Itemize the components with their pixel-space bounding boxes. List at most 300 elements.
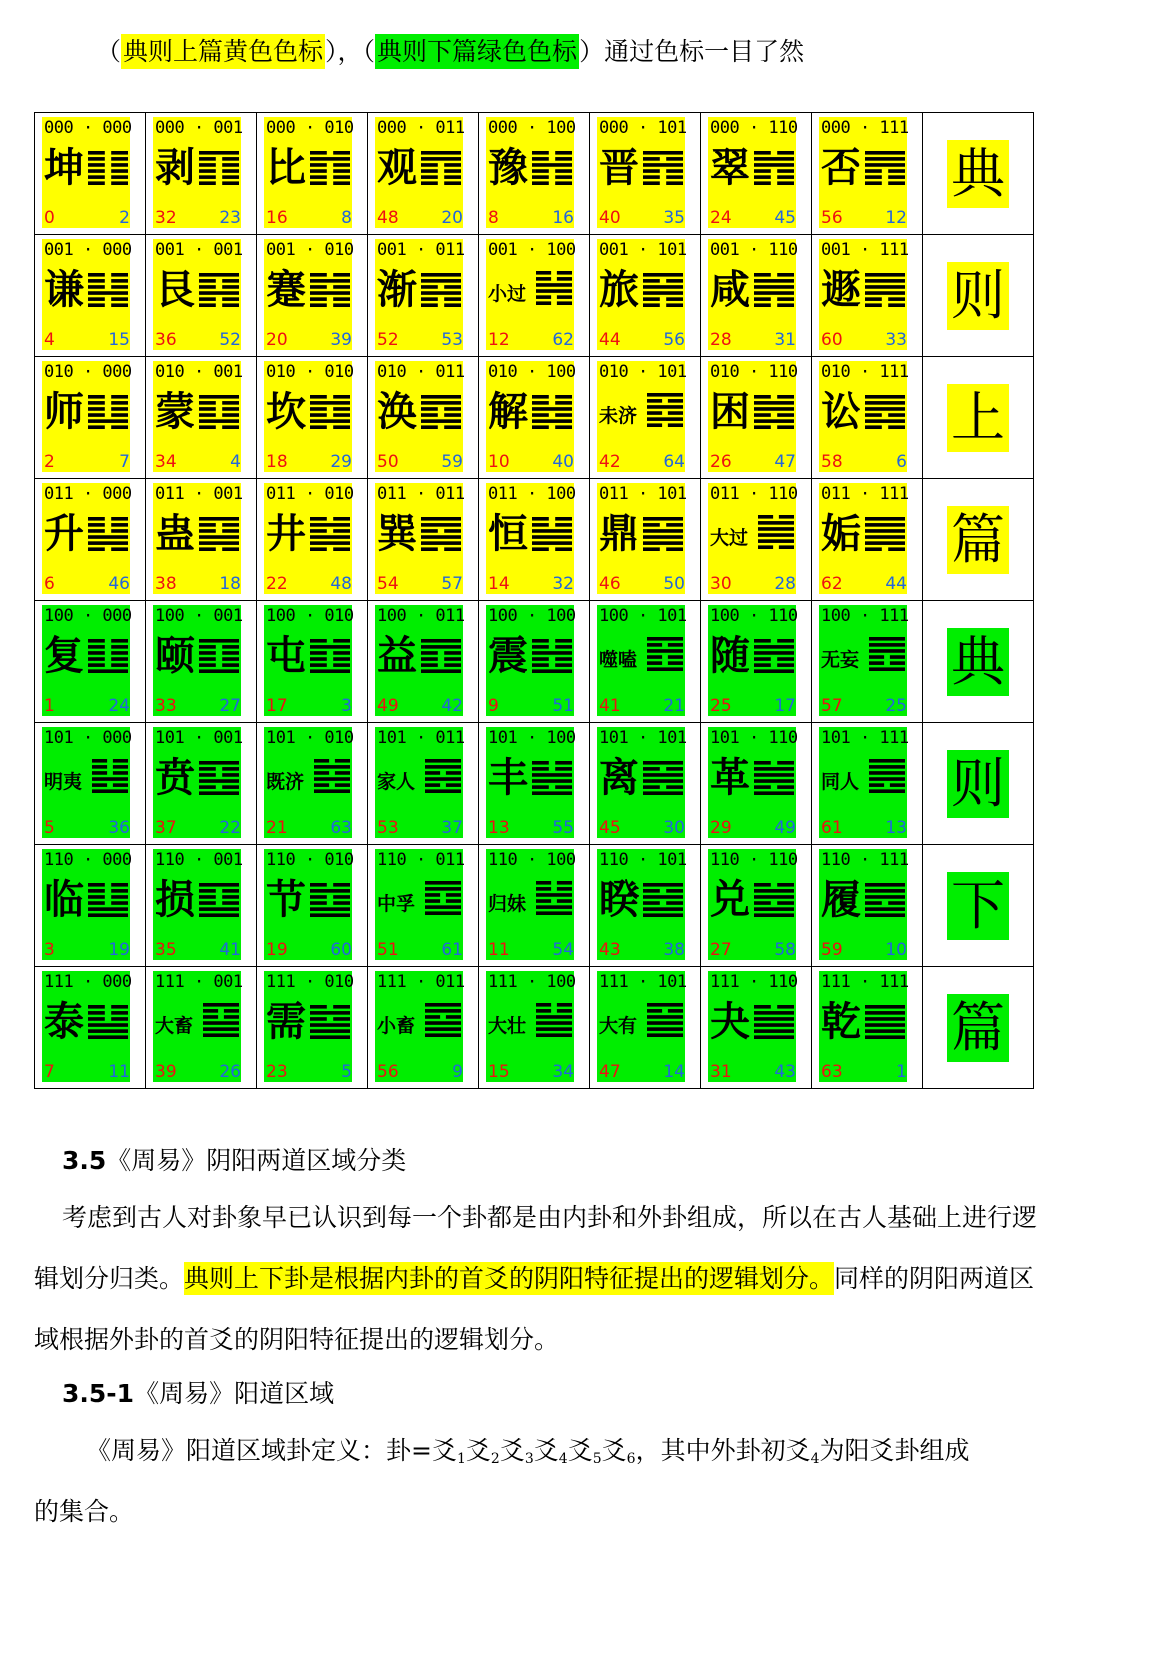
hexagram-lines [88,517,128,551]
yang-line [199,791,239,795]
hexagram-symbol-icon [199,883,239,917]
yin-line [668,661,683,665]
yin-line [536,277,551,281]
yin-line [668,643,683,647]
hexagram-lines [88,639,128,673]
paragraph-text: 同样的阴阳两道区 [834,1264,1035,1293]
binary-code: 010 · 101 [599,362,687,382]
yin-line [199,181,216,185]
yang-line [754,285,794,289]
sequence-number-blue: 12 [885,208,907,228]
yin-line [555,767,572,771]
yin-line [444,303,461,307]
yin-line [113,759,128,763]
yin-line [88,401,105,405]
yang-line [532,529,572,533]
hexagram-lines [536,1003,572,1037]
yang-line [203,1027,239,1031]
yin-line [111,181,128,185]
hexagram-cell [812,845,923,967]
hexagram-lines [532,639,572,673]
yin-line [532,181,549,185]
hexagram-name: 无妄 [821,649,860,671]
yang-line [199,151,239,155]
sequence-number-red: 10 [488,452,510,472]
yin-line [333,413,350,417]
legend-mid: ），（ [325,37,376,66]
hexagram-symbol-icon [754,639,794,673]
hexagram-lines [869,759,905,793]
yin-line [643,785,660,789]
hexagram-name: 夬 [710,999,750,1045]
sequence-number-blue: 55 [552,818,574,838]
hexagram-cell [590,723,701,845]
yin-line [643,175,660,179]
hexagram-name: 姤 [821,511,861,557]
yin-line [666,767,683,771]
hexagram-symbol-icon [199,151,239,185]
side-label-char: 典 [947,140,1009,208]
hexagram-highlight [264,605,352,716]
hexagram-lines [865,1005,905,1039]
yin-line [557,899,572,903]
sequence-number-red: 26 [710,452,732,472]
hexagram-symbol-icon [536,1003,572,1037]
hexagram-symbol-icon [199,517,239,551]
yin-line [111,413,128,417]
yang-line [310,401,350,405]
hexagram-highlight [153,483,241,594]
sequence-number-red: 58 [821,452,843,472]
yin-line [888,547,905,551]
hexagram-cell [701,723,812,845]
sequence-number-blue: 33 [885,330,907,350]
hexagram-name: 坎 [266,389,306,435]
binary-code: 010 · 011 [377,362,465,382]
hexagram-highlight [486,605,574,716]
hexagram-symbol-icon [88,273,128,307]
yin-line [754,663,771,667]
sequence-number-red: 35 [155,940,177,960]
yin-line [643,181,660,185]
yin-line [446,783,461,787]
yin-line [88,273,105,277]
hexagram-symbol-icon [758,515,794,549]
yin-line [446,899,461,903]
hexagram-highlight [42,605,130,716]
yang-line [647,405,683,409]
binary-code: 111 · 010 [266,972,354,992]
sequence-number-blue: 52 [219,330,241,350]
hexagram-highlight [42,239,130,350]
yang-line [536,1015,572,1019]
side-label-cell [923,113,1034,235]
sequence-number-red: 9 [488,696,499,716]
yin-line [111,657,128,661]
binary-code: 110 · 111 [821,850,909,870]
sequence-number-blue: 60 [330,940,352,960]
yin-line [88,651,105,655]
hexagram-name: 屯 [266,633,306,679]
yang-line [421,419,461,423]
sequence-number-blue: 10 [885,940,907,960]
hexagram-cell [701,479,812,601]
yang-line [754,889,794,893]
yin-line [779,515,794,519]
yin-line [314,771,329,775]
yin-line [421,663,438,667]
yin-line [111,407,128,411]
yin-line [333,895,350,899]
sequence-number-red: 15 [488,1062,510,1082]
hexagram-cell [479,845,590,967]
yin-line [532,425,549,429]
hexagram-highlight [42,483,130,594]
hexagram-highlight [153,727,241,838]
yin-line [643,547,660,551]
yin-line [88,425,105,429]
hexagram-cell [479,235,590,357]
hexagram-symbol-icon [532,151,572,185]
yang-line [310,523,350,527]
yang-line [314,765,350,769]
sequence-number-red: 17 [266,696,288,716]
yang-line [869,777,905,781]
hexagram-name: 大畜 [155,1015,194,1037]
hexagram-symbol-icon [88,395,128,429]
yin-line [444,425,461,429]
hexagram-name: 恒 [488,511,528,557]
hexagram-highlight [597,239,685,350]
hexagram-lines [643,517,683,551]
yang-line [425,911,461,915]
sequence-number-red: 1 [44,696,55,716]
binary-code: 010 · 000 [44,362,132,382]
binary-code: 001 · 001 [155,240,243,260]
yin-line [666,901,683,905]
hexagram-cell [812,601,923,723]
yin-line [532,663,549,667]
hexagram-highlight [486,239,574,350]
yang-line [865,883,905,887]
yin-line [203,1015,218,1019]
yang-line [421,401,461,405]
hexagram-cell [812,113,923,235]
yin-line [222,401,239,405]
hexagram-lines [865,151,905,185]
hexagram-highlight [375,483,463,594]
yang-line [425,1021,461,1025]
hexagram-name: 小畜 [377,1015,416,1037]
hexagram-highlight [153,605,241,716]
yin-line [199,169,216,173]
yin-line [88,547,105,551]
yin-line [222,163,239,167]
hexagram-row [35,479,1034,601]
yin-line [754,657,771,661]
binary-code: 010 · 010 [266,362,354,382]
hexagram-symbol-icon [88,151,128,185]
yang-line [199,291,239,295]
yin-line [88,285,105,289]
definition-line [86,1420,970,1490]
hexagram-highlight [597,117,685,228]
yang-line [310,889,350,893]
yin-line [333,1005,350,1009]
hexagram-highlight [375,239,463,350]
hexagram-symbol-icon [865,273,905,307]
sequence-number-red: 22 [266,574,288,594]
sequence-number-blue: 42 [441,696,463,716]
hexagram-lines [421,639,461,673]
sequence-number-blue: 15 [108,330,130,350]
hexagram-name: 复 [44,633,84,679]
yin-line [888,413,905,417]
yin-line [557,1003,572,1007]
hexagram-cell [368,479,479,601]
yin-line [421,407,438,411]
yin-line [536,1003,551,1007]
hexagram-lines [865,517,905,551]
sequence-number-blue: 25 [885,696,907,716]
yin-line [754,151,771,155]
yang-line [536,1033,572,1037]
hexagram-symbol-icon [88,883,128,917]
yin-line [335,771,350,775]
hexagram-highlight [42,117,130,228]
yin-line [335,783,350,787]
yin-line [666,547,683,551]
hexagram-lines [88,395,128,429]
yang-line [310,291,350,295]
subscript: 6 [626,1451,636,1467]
hexagram-name: 中孚 [377,893,416,915]
yin-line [199,895,216,899]
sequence-number-red: 62 [821,574,843,594]
yang-line [314,777,350,781]
yin-line [425,899,440,903]
yin-line [754,785,771,789]
hexagram-highlight [264,849,352,960]
hexagram-symbol-icon [199,761,239,795]
yin-line [222,157,239,161]
yin-line [88,663,105,667]
yin-line [199,889,216,893]
yin-line [444,175,461,179]
hexagram-cell [35,723,146,845]
yin-line [333,273,350,277]
yin-line [199,407,216,411]
hexagram-highlight [708,849,796,960]
yang-line [865,1017,905,1021]
hexagram-cell [479,967,590,1089]
yin-line [532,395,549,399]
yin-line [555,785,572,789]
definition-text: 为阳爻卦组成 [819,1436,970,1465]
hexagram-lines [199,883,239,917]
binary-code: 001 · 101 [599,240,687,260]
yang-line [421,523,461,527]
yin-line [643,767,660,771]
hexagram-cell [590,967,701,1089]
yang-line [758,527,794,531]
yin-line [532,175,549,179]
yang-line [310,541,350,545]
yin-line [666,181,683,185]
binary-code: 011 · 010 [266,484,354,504]
sequence-number-blue: 43 [774,1062,796,1082]
sequence-number-red: 18 [266,452,288,472]
yin-line [111,303,128,307]
hexagram-symbol-icon [199,395,239,429]
yin-line [310,303,327,307]
yin-line [111,901,128,905]
yin-line [444,547,461,551]
side-label-char: 则 [947,262,1009,330]
yin-line [222,181,239,185]
yin-line [865,425,882,429]
sequence-number-red: 30 [710,574,732,594]
yin-line [222,901,239,905]
hexagram-lines [865,395,905,429]
yang-line [647,637,683,641]
sequence-number-red: 37 [155,818,177,838]
hexagram-lines [310,639,350,673]
hexagram-lines [310,883,350,917]
yang-line [532,419,572,423]
legend-green-label: 典则下篇绿色色标 [375,34,579,69]
yin-line [88,523,105,527]
hexagram-highlight [264,483,352,594]
yin-line [310,175,327,179]
binary-code: 111 · 000 [44,972,132,992]
yin-line [555,169,572,173]
binary-code: 000 · 010 [266,118,354,138]
yang-line [643,761,683,765]
yin-line [111,157,128,161]
yin-line [555,761,572,765]
yin-line [555,547,572,551]
yin-line [222,663,239,667]
yin-line [199,413,216,417]
yang-line [536,283,572,287]
side-label-cell [923,357,1034,479]
yang-line [421,291,461,295]
yin-line [536,887,551,891]
yang-line [647,649,683,653]
hexagram-symbol-icon [869,637,905,671]
yin-line [777,663,794,667]
yin-line [536,899,551,903]
hexagram-cell [812,357,923,479]
sequence-number-red: 40 [599,208,621,228]
side-label-char: 则 [947,750,1009,818]
yin-line [333,169,350,173]
yin-line [111,529,128,533]
sequence-number-red: 59 [821,940,843,960]
yin-line [668,411,683,415]
yin-line [310,181,327,185]
yin-line [88,883,105,887]
sequence-number-blue: 17 [774,696,796,716]
hexagram-highlight [42,971,130,1082]
yin-line [222,767,239,771]
binary-code: 001 · 000 [44,240,132,260]
yin-line [224,1009,239,1013]
yang-line [310,1035,350,1039]
yin-line [310,413,327,417]
yin-line [536,1009,551,1013]
yin-line [444,663,461,667]
yin-line [555,663,572,667]
yin-line [444,285,461,289]
hexagram-name: 咸 [710,267,750,313]
yang-line [865,419,905,423]
yang-line [865,279,905,283]
binary-code: 110 · 100 [488,850,576,870]
yin-line [310,517,327,521]
yang-line [865,1011,905,1015]
hexagram-highlight [819,605,907,716]
yao-char: 爻 [533,1436,559,1465]
binary-code: 111 · 111 [821,972,909,992]
yin-line [666,169,683,173]
hexagram-symbol-icon [421,151,461,185]
yin-line [310,1017,327,1021]
sequence-number-blue: 31 [774,330,796,350]
sequence-number-red: 42 [599,452,621,472]
sequence-number-red: 50 [377,452,399,472]
yin-line [88,303,105,307]
hexagram-symbol-icon [865,395,905,429]
hexagram-name: 豫 [488,145,528,191]
yin-line [222,645,239,649]
binary-code: 100 · 110 [710,606,798,626]
yang-line [869,667,905,671]
yin-line [222,175,239,179]
hexagram-lines [754,395,794,429]
hexagram-symbol-icon [865,151,905,185]
hexagram-cell [590,845,701,967]
hexagram-name: 遯 [821,267,861,313]
yang-line [425,765,461,769]
yang-line [425,1003,461,1007]
sequence-number-blue: 2 [119,208,130,228]
hexagram-lines [310,273,350,307]
sequence-number-red: 11 [488,940,510,960]
binary-code: 000 · 011 [377,118,465,138]
hexagram-name: 未济 [599,405,638,427]
yang-line [758,533,794,537]
binary-code: 011 · 100 [488,484,576,504]
yin-line [865,181,882,185]
yin-line [310,285,327,289]
sequence-number-blue: 32 [552,574,574,594]
hexagram-name: 涣 [377,389,417,435]
sequence-number-blue: 49 [774,818,796,838]
hexagram-cell [35,479,146,601]
side-label-cell [923,845,1034,967]
hexagram-symbol-icon [199,639,239,673]
yang-line [88,907,128,911]
hexagram-symbol-icon [421,395,461,429]
hexagram-name: 需 [266,999,306,1045]
legend-tail: ）通过色标一目了然 [579,37,805,66]
hexagram-lines [421,151,461,185]
yin-line [222,297,239,301]
yin-line [754,901,771,905]
hexagram-cell [257,479,368,601]
